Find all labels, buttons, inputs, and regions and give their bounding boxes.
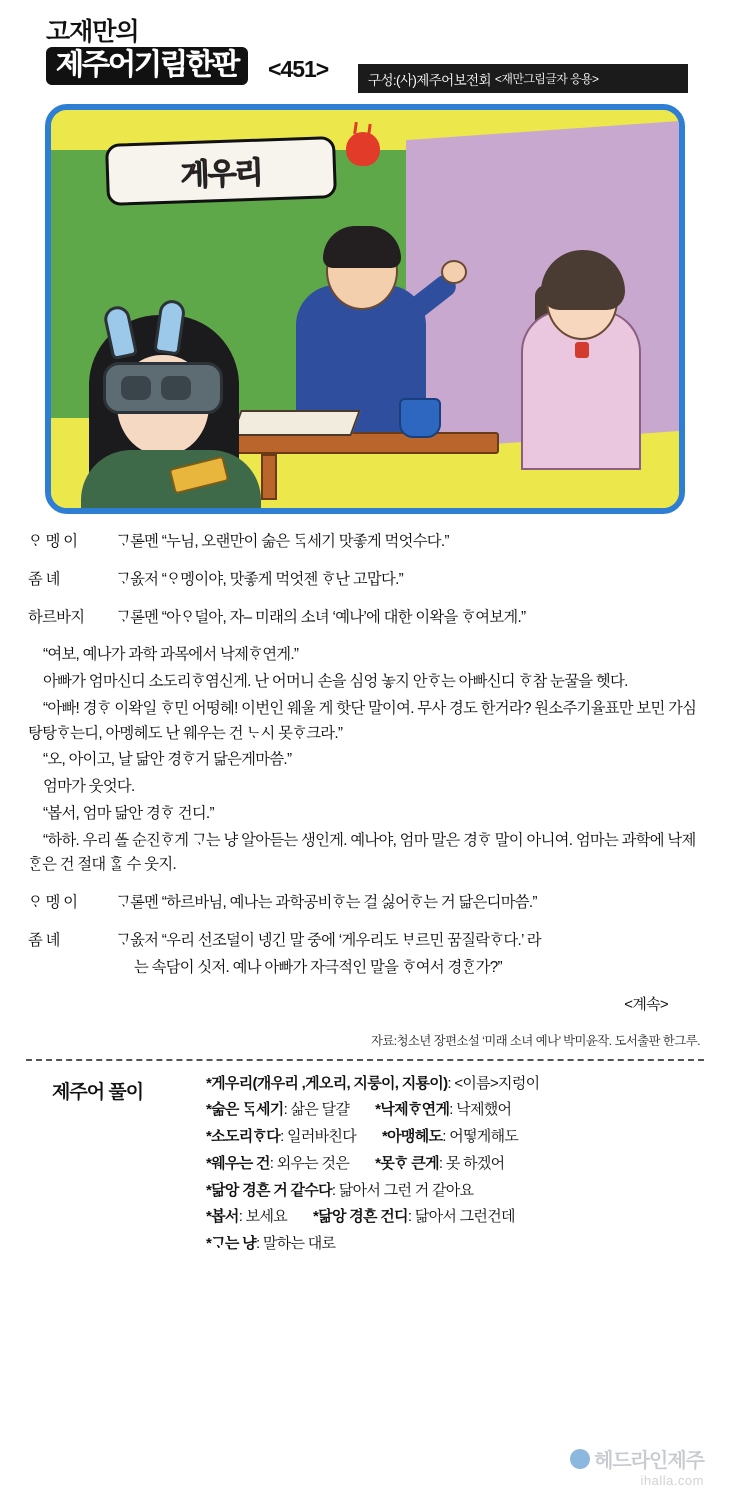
comic-woman-brooch xyxy=(575,342,589,358)
comic-desk-leg xyxy=(261,454,277,500)
speaker-line: ᄀᆞ롣멘 “누님, 오랜만이 숢은 ᄃᆞᆨ세기 맛좋게 먹엇수다.” xyxy=(116,533,449,550)
speaker-name: ᄋᆞ 멩 이 xyxy=(28,894,78,912)
speaker-name: 하르바지 xyxy=(28,608,85,626)
glossary-def: : 낙제했어 xyxy=(449,1101,512,1119)
glossary-term: *봅서 xyxy=(206,1208,239,1226)
source-credit: 자료:청소년 장편소설 ‘미래 소녀 예나’ 박미윤작. 도서출판 한그루. xyxy=(370,1033,700,1048)
watermark-name: 헤드라인제주 xyxy=(594,1450,704,1472)
comic-vr-lens xyxy=(121,376,151,400)
glossary-def: : 못 하겠어 xyxy=(438,1154,505,1172)
watermark-url: ihalla.com xyxy=(640,1473,704,1488)
story-paragraph: 아빠가 엄마신디 소도리ᄒᆞ염신게. 난 어머니 손을 심엉 놓지 안ᄒᆞ는 아빠신디 ᄒᆞ참 눈꿀을 헷다. xyxy=(43,673,628,691)
glossary-row xyxy=(206,1071,704,1098)
comic-frame xyxy=(45,104,685,514)
glossary-def: : 닮아서 그런 거 같아요 xyxy=(331,1181,474,1199)
story-paragraph: 엄마가 웃엇다. xyxy=(43,778,135,796)
speaker-line: ᄀᆞ옰저 “ᄋᆞ멩이야, 맛좋게 먹엇젠 ᄒᆞ난 고맙다.” xyxy=(116,570,404,588)
glossary-term: *ᄀᆞ는 냥 xyxy=(206,1234,256,1252)
comic-illustration xyxy=(45,104,685,514)
glossary-def: : 말하는 대로 xyxy=(255,1234,336,1252)
glossary-row xyxy=(206,1124,704,1151)
story-dialogue-line xyxy=(28,568,702,593)
glossary-term: *닮앙 경흔 건디 xyxy=(313,1208,408,1226)
speaker-name: 좀 녜 xyxy=(28,570,60,588)
glossary-def: : 어떻게해도 xyxy=(442,1128,519,1146)
comic-cup xyxy=(399,398,441,438)
glossary-title: 제주어 풀이 xyxy=(52,1081,144,1103)
glossary-def: : 보세요 xyxy=(238,1208,288,1226)
comic-title-text: 게우리 xyxy=(180,156,263,193)
glossary-term: *게우리(개우리 ,게오리, 지룽이, 지룡이) xyxy=(206,1074,448,1092)
glossary-term: *닮앙 경흔 거 같수다 xyxy=(206,1181,332,1199)
story-paragraph: “봅서, 엄마 닮안 경ᄒᆞ 건디.” xyxy=(43,804,214,822)
watermark-logo xyxy=(570,1444,704,1473)
glossary-row xyxy=(206,1204,704,1231)
glossary-def: : 일러바친다 xyxy=(280,1128,356,1146)
continued-marker: <계속> xyxy=(624,996,668,1014)
glossary-def: : <이름>지렁이 xyxy=(447,1074,540,1092)
glossary-entries xyxy=(206,1071,704,1258)
globe-icon xyxy=(570,1449,590,1469)
logo-top-text: 고재만의 xyxy=(46,18,139,46)
glossary-row xyxy=(206,1231,704,1258)
glossary-def: : 외우는 것은 xyxy=(269,1154,350,1172)
story-dialogue-line xyxy=(28,530,702,555)
speaker-name: 좀 녜 xyxy=(28,931,60,949)
credit-text: 구성:(사)제주어보전회 xyxy=(368,72,491,88)
story-paragraph: “하하. 우리 ᄯᅩᆯ 순진ᄒᆞ게 ᄀᆞ는 냥 알아듣는 생인게. 예나야, 엄마 말은 경ᄒᆞ 말이 아니여. 엄마는 과학에 낙제 ᄒᆞᆫ은 건 절대 ᄒᆞᆯ 수 웃지. xyxy=(28,831,696,874)
glossary-def: : 닮아서 그런건데 xyxy=(407,1208,515,1226)
glossary-term: *못ᄒᆞ 큰게 xyxy=(375,1154,439,1172)
issue-number: <451> xyxy=(268,56,329,82)
speaker-line: ᄀᆞ롣멘 “아ᄋᆞ덜아, 자– 미래의 소녀 ‘예나’에 대한 이왁을 ᄒᆞ여보게.” xyxy=(116,608,526,626)
glossary-term: *웨우는 건 xyxy=(206,1154,270,1172)
glossary-row xyxy=(206,1178,704,1205)
story-text xyxy=(0,514,730,1018)
comic-book xyxy=(231,410,360,436)
glossary-section xyxy=(0,1061,730,1271)
story-dialogue-line: 는 속담이 싯저. 예나 아빠가 자극적인 말을 ᄒᆞ여서 경ᄒᆞᆫ가?” xyxy=(134,958,502,976)
credit-bar xyxy=(358,64,688,93)
speaker-line: ᄀᆞ롣멘 “하르바님, 예나는 과학공비ᄒᆞ는 걸 싫어ᄒᆞ는 거 닮은디마씀.” xyxy=(116,894,537,912)
story-dialogue-line xyxy=(28,929,702,954)
speaker-name: ᄋᆞ 멩 이 xyxy=(28,533,78,550)
logo-main-text: 제주어기림한판 xyxy=(46,47,248,85)
glossary-term: *낙제ᄒᆞ연게 xyxy=(375,1101,450,1119)
story-paragraph: “여보, 예나가 과학 과목에서 낙제ᄒᆞ연게.” xyxy=(43,646,299,664)
watermark xyxy=(570,1444,704,1488)
speaker-line: ᄀᆞ옰저 “우리 선조덜이 넹긴 말 중에 ‘게우리도 ᄇᆞ르민 꿈질락ᄒᆞ다.’ 라 xyxy=(116,931,541,949)
glossary-term: *숢은 ᄃᆞᆨ세기 xyxy=(206,1101,284,1119)
comic-title-bubble xyxy=(105,136,337,206)
comic-teacher-hand xyxy=(441,260,467,284)
story-dialogue-line xyxy=(28,606,702,631)
credit-subtext: <재만그림글자 응용> xyxy=(494,72,599,86)
page-header xyxy=(0,0,730,104)
glossary-def: : 삶은 달걀 xyxy=(283,1101,350,1119)
comic-bug-icon xyxy=(346,132,380,166)
story-paragraph: “아빠! 경ᄒᆞ 이왁일 ᄒᆞ민 어떵헤! 이번인 웨울 게 핫단 말이여. 무사 경도 한거라? 원소주기율표만 보민 가심탕탕ᄒᆞ는디, 아멩헤도 난 웨우는 건 ᄂᆞ시 못ᄒᆞ크라.” xyxy=(28,699,697,742)
glossary-row xyxy=(206,1097,704,1124)
story-dialogue-line xyxy=(28,891,702,916)
story-paragraph: “오, 아이고, 날 닮안 경ᄒᆞ거 닮은게마씀.” xyxy=(43,751,292,769)
glossary-term: *소도리ᄒᆞ다 xyxy=(206,1128,281,1146)
glossary-term: *아맹헤도 xyxy=(381,1128,443,1146)
glossary-row xyxy=(206,1151,704,1178)
